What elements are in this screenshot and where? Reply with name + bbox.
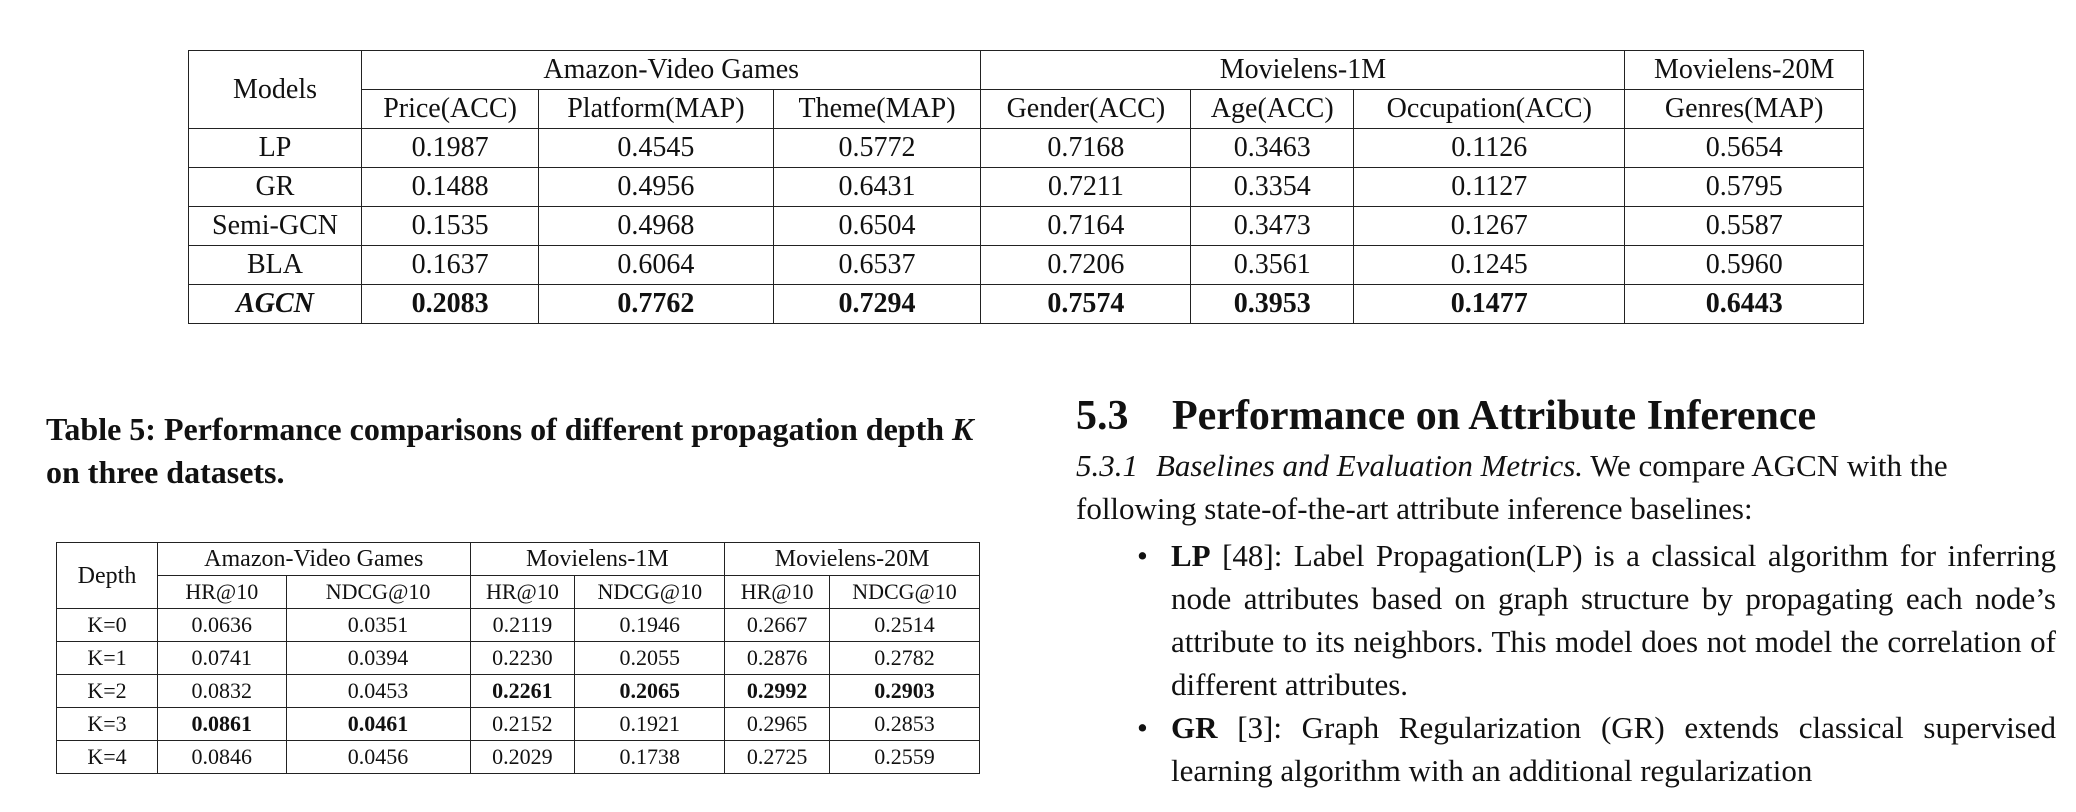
depth-label: K=2: [57, 675, 158, 708]
table-cell: 0.4956: [539, 168, 773, 207]
table-cell: 0.1127: [1354, 168, 1625, 207]
table-cell: 0.2782: [830, 642, 980, 675]
table-row: [189, 285, 1864, 324]
table-cell: 0.2152: [470, 708, 575, 741]
caption-text: Table 5: Performance comparisons of different propagation depth: [46, 411, 953, 447]
table-cell: 0.6443: [1625, 285, 1864, 324]
table-cell: 0.2559: [830, 741, 980, 774]
table-cell: 0.7168: [981, 129, 1191, 168]
table-cell: 0.2055: [575, 642, 725, 675]
table-cell: 0.2853: [830, 708, 980, 741]
table-cell: 0.7574: [981, 285, 1191, 324]
table-cell: 0.1126: [1354, 129, 1625, 168]
table-cell: 0.2261: [470, 675, 575, 708]
list-item: [1076, 706, 2056, 792]
section-5-3: [1076, 388, 2056, 792]
group-header: Movielens-20M: [725, 543, 980, 576]
table-row: [189, 168, 1864, 207]
table-cell: 0.6504: [773, 207, 981, 246]
table-cell: 0.2903: [830, 675, 980, 708]
table-cell: 0.3561: [1191, 246, 1354, 285]
model-name: Semi-GCN: [189, 207, 362, 246]
table-cell: 0.7164: [981, 207, 1191, 246]
group-header: Movielens-1M: [981, 51, 1625, 90]
table-cell: 0.2514: [830, 609, 980, 642]
table-cell: 0.2029: [470, 741, 575, 774]
table-cell: 0.5960: [1625, 246, 1864, 285]
table-cell: 0.1477: [1354, 285, 1625, 324]
models-header: Models: [189, 51, 362, 129]
column-header: Theme(MAP): [773, 90, 981, 129]
table-cell: 0.3473: [1191, 207, 1354, 246]
intro-text: We compare AGCN with the following state-of-the-art attribute inference baselines:: [1076, 448, 1948, 526]
table-row: [57, 741, 980, 774]
table-cell: 0.7206: [981, 246, 1191, 285]
section-number: 5.3: [1076, 393, 1129, 439]
column-header: Genres(MAP): [1625, 90, 1864, 129]
table-4-attribute-inference: [188, 50, 1864, 324]
depth-header: Depth: [57, 543, 158, 609]
table-cell: 0.4968: [539, 207, 773, 246]
table-cell: 0.6537: [773, 246, 981, 285]
table-row: [189, 129, 1864, 168]
group-header: Movielens-1M: [470, 543, 725, 576]
bullet-icon: •: [1137, 710, 1148, 745]
table-cell: 0.6431: [773, 168, 981, 207]
table-cell: 0.2992: [725, 675, 830, 708]
table-cell: 0.2230: [470, 642, 575, 675]
table-cell: 0.3953: [1191, 285, 1354, 324]
table-cell: 0.2119: [470, 609, 575, 642]
table-cell: 0.0741: [158, 642, 287, 675]
table-cell: 0.3354: [1191, 168, 1354, 207]
model-name: LP: [189, 129, 362, 168]
table-cell: 0.0861: [158, 708, 287, 741]
column-header: HR@10: [470, 576, 575, 609]
model-name: BLA: [189, 246, 362, 285]
group-header: Movielens-20M: [1625, 51, 1864, 90]
table-row: [57, 642, 980, 675]
column-header: Occupation(ACC): [1354, 90, 1625, 129]
table-cell: 0.1946: [575, 609, 725, 642]
depth-label: K=0: [57, 609, 158, 642]
table-cell: 0.1921: [575, 708, 725, 741]
section-heading: [1076, 388, 2056, 444]
table-cell: 0.1738: [575, 741, 725, 774]
baseline-list: [1076, 534, 2056, 792]
depth-label: K=4: [57, 741, 158, 774]
table-cell: 0.2725: [725, 741, 830, 774]
column-header: Gender(ACC): [981, 90, 1191, 129]
table-cell: 0.1535: [362, 207, 539, 246]
table-cell: 0.0832: [158, 675, 287, 708]
column-header: NDCG@10: [575, 576, 725, 609]
table-cell: 0.2667: [725, 609, 830, 642]
table-cell: 0.1637: [362, 246, 539, 285]
table-row: [189, 207, 1864, 246]
model-name: GR: [189, 168, 362, 207]
baseline-desc: : Graph Regularization (GR) extends classical supervised learning algorithm with an additional regularization: [1171, 710, 2057, 788]
depth-label: K=1: [57, 642, 158, 675]
table-cell: 0.5795: [1625, 168, 1864, 207]
table-cell: 0.6064: [539, 246, 773, 285]
column-header: NDCG@10: [830, 576, 980, 609]
group-header: Amazon-Video Games: [362, 51, 981, 90]
column-header: NDCG@10: [286, 576, 470, 609]
table-row: [57, 675, 980, 708]
subsection-paragraph: [1076, 444, 2056, 530]
table-cell: 0.2083: [362, 285, 539, 324]
table-cell: 0.0461: [286, 708, 470, 741]
subsection-number: 5.3.1: [1076, 448, 1138, 483]
table-cell: 0.0453: [286, 675, 470, 708]
baseline-term: GR: [1171, 710, 1218, 745]
section-title: Performance on Attribute Inference: [1172, 393, 1817, 439]
table-cell: 0.2965: [725, 708, 830, 741]
column-header: Age(ACC): [1191, 90, 1354, 129]
table-cell: 0.0456: [286, 741, 470, 774]
table-row: [189, 246, 1864, 285]
table-cell: 0.3463: [1191, 129, 1354, 168]
table-cell: 0.5587: [1625, 207, 1864, 246]
table-row: [57, 609, 980, 642]
baseline-desc: : Label Propagation(LP) is a classical algorithm for inferring node attributes based on graph structure by propagating each node’s attribute to its neighbors. This model does not model the correlation of different attributes.: [1171, 538, 2056, 702]
baseline-ref: [48]: [1222, 538, 1274, 573]
model-name: AGCN: [189, 285, 362, 324]
list-item: [1076, 534, 2056, 706]
table-5-propagation-depth: [56, 542, 980, 774]
table-cell: 0.7294: [773, 285, 981, 324]
column-header: HR@10: [725, 576, 830, 609]
table-cell: 0.4545: [539, 129, 773, 168]
table-cell: 0.0394: [286, 642, 470, 675]
column-header: Price(ACC): [362, 90, 539, 129]
depth-label: K=3: [57, 708, 158, 741]
table-5-caption: [46, 408, 1006, 494]
table-cell: 0.5772: [773, 129, 981, 168]
column-header: HR@10: [158, 576, 287, 609]
subsection-title: Baselines and Evaluation Metrics.: [1156, 448, 1584, 483]
table-cell: 0.0846: [158, 741, 287, 774]
baseline-term: LP: [1171, 538, 1211, 573]
caption-text-end: on three datasets.: [46, 454, 285, 490]
table-cell: 0.1987: [362, 129, 539, 168]
baseline-ref: [3]: [1237, 710, 1274, 745]
table-cell: 0.2876: [725, 642, 830, 675]
table-row: [57, 708, 980, 741]
table-cell: 0.2065: [575, 675, 725, 708]
table-cell: 0.7762: [539, 285, 773, 324]
table-cell: 0.5654: [1625, 129, 1864, 168]
table-cell: 0.0636: [158, 609, 287, 642]
column-header: Platform(MAP): [539, 90, 773, 129]
caption-variable-k: K: [952, 411, 974, 447]
table-cell: 0.1267: [1354, 207, 1625, 246]
table-cell: 0.1488: [362, 168, 539, 207]
table-cell: 0.0351: [286, 609, 470, 642]
table-cell: 0.1245: [1354, 246, 1625, 285]
bullet-icon: •: [1137, 538, 1148, 573]
group-header: Amazon-Video Games: [158, 543, 471, 576]
table-cell: 0.7211: [981, 168, 1191, 207]
